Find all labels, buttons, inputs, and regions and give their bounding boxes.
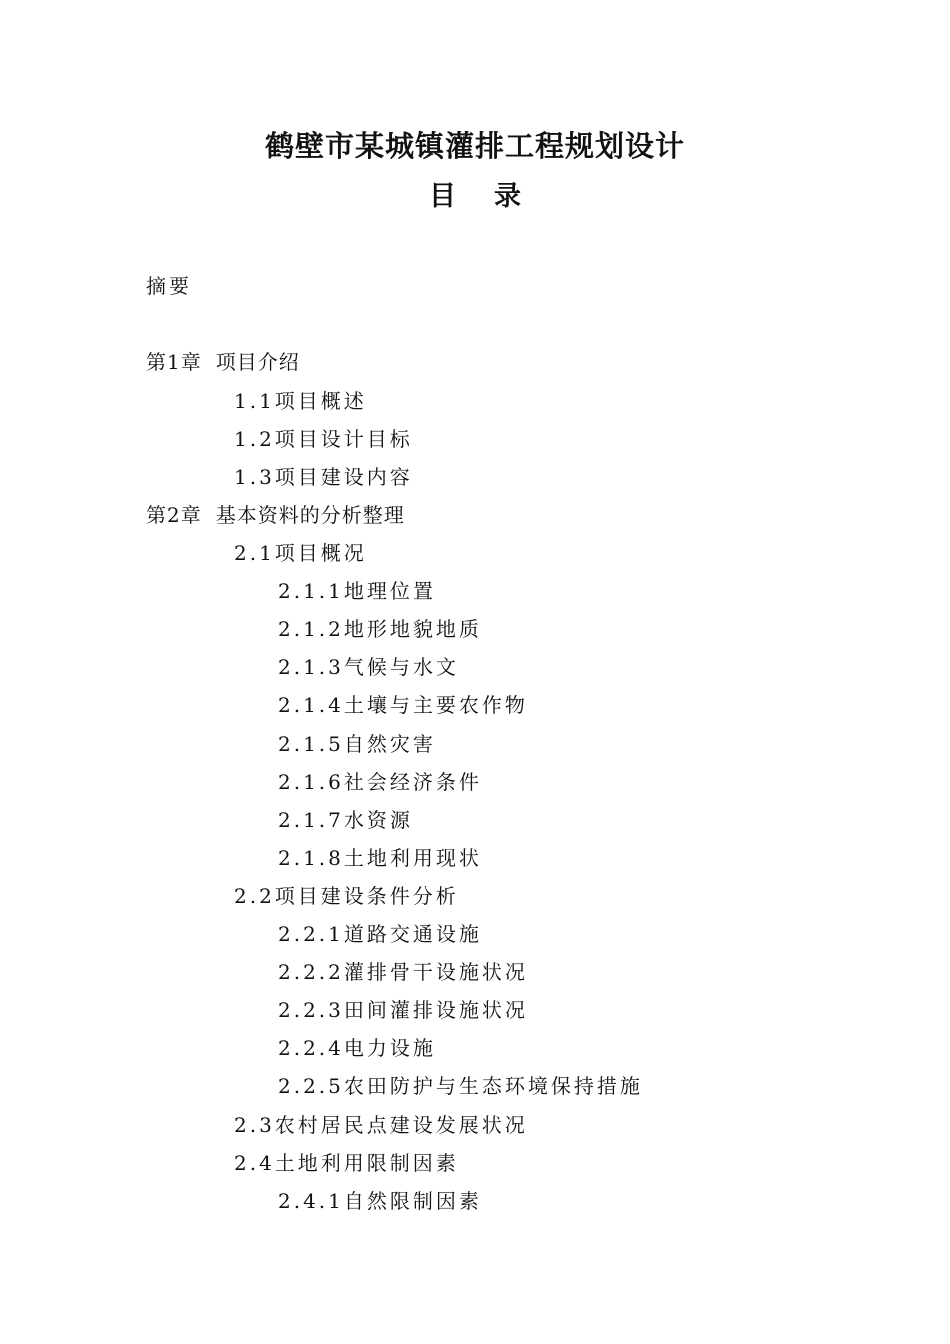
toc-entry-2-2-1[interactable]: 2.2.1道路交通设施 bbox=[278, 922, 482, 946]
toc-entry-2-1-7[interactable]: 2.1.7水资源 bbox=[278, 808, 413, 832]
toc-entry-1-2[interactable]: 1.2项目设计目标 bbox=[234, 427, 413, 451]
chapter-label: 项目介绍 bbox=[215, 350, 300, 374]
toc-entry-2-2-4[interactable]: 2.2.4电力设施 bbox=[278, 1036, 436, 1060]
toc-entry-chapter-1[interactable] bbox=[146, 349, 300, 375]
toc-entry-2-1-5[interactable]: 2.1.5自然灾害 bbox=[278, 732, 436, 756]
toc-entry-2-2[interactable]: 2.2项目建设条件分析 bbox=[234, 884, 459, 908]
toc-entry-1-1[interactable]: 1.1项目概述 bbox=[234, 389, 367, 413]
toc-entry-2-2-2[interactable]: 2.2.2灌排骨干设施状况 bbox=[278, 960, 528, 984]
toc-entry-chapter-2[interactable] bbox=[146, 502, 405, 528]
toc-heading-char-1: 目 bbox=[429, 181, 456, 212]
toc-entry-2-4-1[interactable]: 2.4.1自然限制因素 bbox=[278, 1189, 482, 1213]
toc-entry-2-1-1[interactable]: 2.1.1地理位置 bbox=[278, 579, 436, 603]
toc-entry-2-2-3[interactable]: 2.2.3田间灌排设施状况 bbox=[278, 998, 528, 1022]
toc-entry-2-1[interactable]: 2.1项目概况 bbox=[234, 541, 367, 565]
toc-entry-2-3[interactable]: 2.3农村居民点建设发展状况 bbox=[234, 1113, 528, 1137]
toc-entry-2-1-6[interactable]: 2.1.6社会经济条件 bbox=[278, 770, 482, 794]
toc-entry-1-3[interactable]: 1.3项目建设内容 bbox=[234, 465, 413, 489]
toc-entry-2-1-2[interactable]: 2.1.2地形地貌地质 bbox=[278, 617, 482, 641]
chapter-number: 第2章 bbox=[146, 503, 202, 527]
document-title: 鹤壁市某城镇灌排工程规划设计 bbox=[264, 129, 685, 163]
toc-entry-2-1-4[interactable]: 2.1.4土壤与主要农作物 bbox=[278, 693, 528, 717]
toc-entry-abstract[interactable]: 摘要 bbox=[146, 274, 192, 298]
toc-heading-char-2: 录 bbox=[494, 181, 521, 212]
chapter-number: 第1章 bbox=[146, 350, 202, 374]
toc-entry-2-1-8[interactable]: 2.1.8土地利用现状 bbox=[278, 846, 482, 870]
toc-entry-2-2-5[interactable]: 2.2.5农田防护与生态环境保持措施 bbox=[278, 1074, 643, 1098]
toc-entry-2-4[interactable]: 2.4土地利用限制因素 bbox=[234, 1151, 459, 1175]
toc-entry-2-1-3[interactable]: 2.1.3气候与水文 bbox=[278, 655, 459, 679]
chapter-label: 基本资料的分析整理 bbox=[215, 503, 405, 527]
